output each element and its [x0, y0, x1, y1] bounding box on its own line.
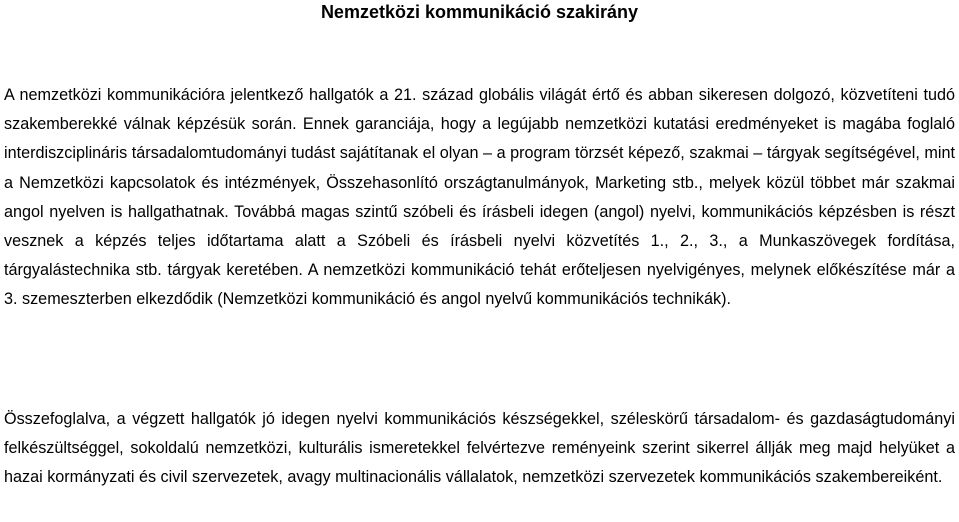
document-title: Nemzetközi kommunikáció szakirány [320, 2, 639, 22]
paragraph-program-description: A nemzetközi kommunikációra jelentkező hallgatók a 21. század globális világát értő és abban sikeresen dolgozó, közvetíteni tudó szakemberekké válnak képzésük során. Ennek garanciája, hogy a legújabb nemzetközi kutatási eredményeket is magába foglaló interdiszciplináris társadalomtudományi tudást sajátítanak el olyan – a program törzsét képező, szakmai – tárgyak segítségével, mint a Nemzetközi kapcsolatok és intézmények, Összehasonlító országtanulmányok, Marketing stb., melyek közül többet már szakmai angol nyelven is hallgathatnak. Továbbá magas szintű szóbeli és írásbeli idegen (angol) nyelvi, kommunikációs képzésben is részt vesznek a képzés teljes időtartama alatt a Szóbeli és írásbeli nyelvi közvetítés 1., 2., 3., a Munkaszövegek fordítása, tárgyalástechnika stb. tárgyak keretében. A nemzetközi kommunikáció tehát erőteljesen nyelvigényes, melynek előkészítése már a 3. szemeszterben elkezdődik (Nemzetközi kommunikáció és angol nyelvű kommunikációs technikák). [4, 86, 955, 309]
paragraph-summary: Összefoglalva, a végzett hallgatók jó idegen nyelvi kommunikációs készségekkel, széleskörű társadalom- és gazdaságtudományi felkészültséggel, sokoldalú nemzetközi, kulturális ismeretekkel felvértezve reményeink szerint sikerrel állják meg majd helyüket a hazai kormányzati és civil szervezetek, avagy multinacionális vállalatok, nemzetközi szervezetek kommunikációs szakembereiként. [4, 410, 955, 487]
